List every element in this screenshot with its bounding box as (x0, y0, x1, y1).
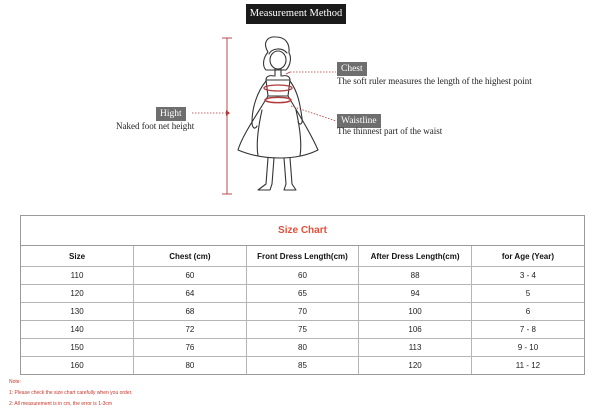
cell-size: 110 (21, 267, 134, 285)
cell-front-length: 75 (246, 321, 359, 339)
cell-chest: 80 (134, 357, 247, 375)
cell-size: 160 (21, 357, 134, 375)
cell-front-length: 65 (246, 285, 359, 303)
cell-chest: 76 (134, 339, 247, 357)
chest-tag: Chest (337, 62, 367, 76)
cell-age: 5 (471, 285, 584, 303)
cell-age: 6 (471, 303, 584, 321)
cell-front-length: 60 (246, 267, 359, 285)
table-row (21, 267, 584, 285)
cell-front-length: 70 (246, 303, 359, 321)
girl-figure-icon (238, 37, 318, 190)
column-header-size: Size (21, 246, 134, 267)
table-row (21, 321, 584, 339)
cell-after-length: 106 (359, 321, 472, 339)
size-chart-title: Size Chart (21, 216, 584, 246)
column-header-age: for Age (Year) (471, 246, 584, 267)
table-row (21, 285, 584, 303)
cell-age: 3 - 4 (471, 267, 584, 285)
cell-size: 150 (21, 339, 134, 357)
cell-age: 11 - 12 (515, 361, 541, 370)
chest-description: The soft ruler measures the length of the highest point (337, 76, 532, 86)
cell-size: 140 (21, 321, 134, 339)
cell-chest: 60 (134, 267, 247, 285)
waistline-description: The thinnest part of the waist (337, 126, 443, 136)
column-header-after-length: After Dress Length(cm) (359, 246, 472, 267)
height-ruler (222, 38, 232, 194)
column-header-front-length: Front Dress Length(cm) (246, 246, 359, 267)
cell-age: 7 - 8 (471, 321, 584, 339)
page-title: Measurement Method (246, 4, 346, 24)
waistline-tag: Waistline (337, 114, 381, 128)
hight-description: Naked foot net height (116, 121, 195, 131)
note-heading: Note: (9, 379, 21, 385)
column-header-chest: Chest (cm) (134, 246, 247, 267)
cell-after-length: 120 (359, 357, 472, 375)
cell-chest: 72 (134, 321, 247, 339)
cell-after-length: 88 (359, 267, 472, 285)
table-row (21, 357, 584, 375)
table-header-row (21, 246, 584, 267)
table-row (21, 303, 584, 321)
cell-chest: 68 (134, 303, 247, 321)
cell-after-length: 100 (359, 303, 472, 321)
cell-after-length: 94 (359, 285, 472, 303)
cell-front-length: 85 (246, 357, 359, 375)
note-item: 2: All measurement is in cm, the error is 1-3cm (9, 401, 113, 407)
note-item: 1: Please check the size chart carefully when you order. (9, 390, 133, 396)
cell-age: 9 - 10 (471, 339, 584, 357)
cell-size: 120 (21, 285, 134, 303)
cell-after-length: 113 (359, 339, 472, 357)
size-chart (20, 215, 585, 375)
footnotes (9, 377, 132, 410)
cell-size: 130 (21, 303, 134, 321)
cell-chest: 64 (134, 285, 247, 303)
table-row (21, 339, 584, 357)
hight-tag: Hight (156, 107, 186, 121)
cell-front-length: 80 (246, 339, 359, 357)
size-table (21, 246, 584, 374)
